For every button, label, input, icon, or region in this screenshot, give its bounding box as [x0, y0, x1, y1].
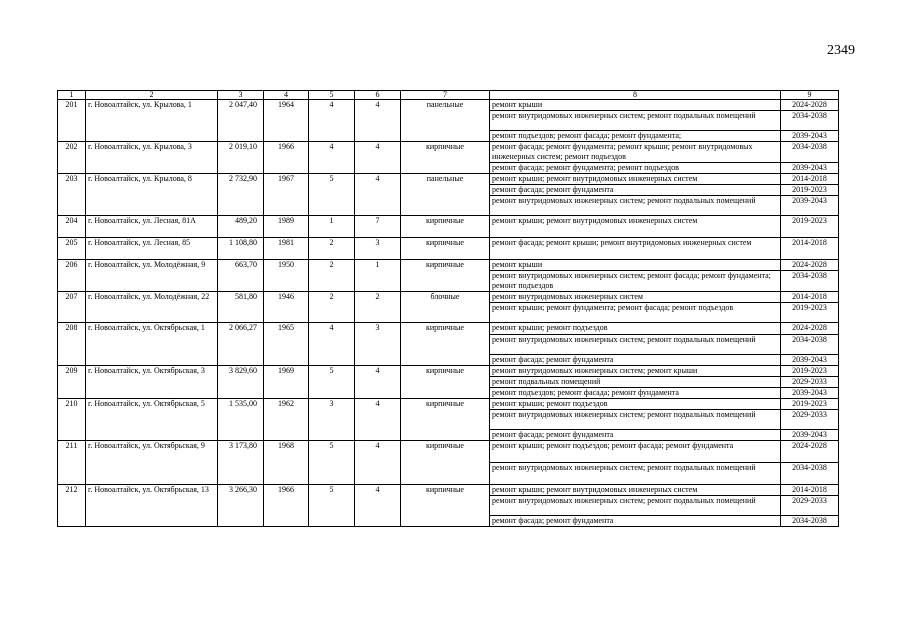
building-number: 204 [58, 216, 86, 238]
column-number: 8 [490, 91, 781, 100]
building-floors: 5 [309, 485, 355, 527]
building-number: 212 [58, 485, 86, 527]
repair-work: ремонт внутридомовых инженерных систем; ремонт фасада; ремонт фундамента; ремонт подъездов [490, 271, 781, 292]
table-row [58, 292, 839, 303]
building-entrances: 4 [355, 100, 401, 142]
building-address: г. Новоалтайск, ул. Октябрьская, 3 [86, 366, 218, 399]
building-area: 489,20 [218, 216, 264, 238]
repair-period: 2019-2023 [781, 216, 839, 238]
table-row [58, 323, 839, 335]
repair-period: 2019-2023 [781, 185, 839, 196]
building-floors: 4 [309, 323, 355, 366]
table-row [58, 238, 839, 260]
column-number: 4 [264, 91, 309, 100]
building-entrances: 4 [355, 399, 401, 441]
repair-work: ремонт подъездов; ремонт фасада; ремонт фундамента [490, 388, 781, 399]
repair-period: 2034-2038 [781, 271, 839, 292]
building-number: 206 [58, 260, 86, 292]
repair-work: ремонт подъездов; ремонт фасада; ремонт фундамента; [490, 131, 781, 142]
table-row [58, 441, 839, 463]
repair-period: 2024-2028 [781, 260, 839, 271]
table-body [58, 100, 839, 527]
building-entrances: 3 [355, 323, 401, 366]
repair-work: ремонт внутридомовых инженерных систем [490, 292, 781, 303]
repair-work: ремонт фасада; ремонт фундамента [490, 516, 781, 527]
building-address: г. Новоалтайск, ул. Крылова, 8 [86, 174, 218, 216]
building-entrances: 4 [355, 142, 401, 174]
building-floors: 5 [309, 441, 355, 485]
building-year: 1965 [264, 323, 309, 366]
wall-material: кирпичные [401, 216, 490, 238]
repair-work: ремонт внутридомовых инженерных систем; ремонт крыши [490, 366, 781, 377]
building-address: г. Новоалтайск, ул. Октябрьская, 9 [86, 441, 218, 485]
repair-work: ремонт крыши; ремонт внутридомовых инженерных систем [490, 216, 781, 238]
building-area: 663,70 [218, 260, 264, 292]
repair-period: 2039-2043 [781, 388, 839, 399]
wall-material: кирпичные [401, 260, 490, 292]
table-row [58, 485, 839, 496]
repair-work: ремонт фасада; ремонт фундамента; ремонт крыши; ремонт внутридомовых инженерных систем; ремонт подъездов [490, 142, 781, 163]
building-number: 207 [58, 292, 86, 323]
column-number: 5 [309, 91, 355, 100]
building-entrances: 4 [355, 485, 401, 527]
repair-period: 2039-2043 [781, 131, 839, 142]
repair-work: ремонт подвальных помещений [490, 377, 781, 388]
wall-material: панельные [401, 100, 490, 142]
building-entrances: 4 [355, 366, 401, 399]
building-floors: 2 [309, 260, 355, 292]
repair-work: ремонт крыши; ремонт подъездов [490, 399, 781, 410]
repair-period: 2019-2023 [781, 366, 839, 377]
wall-material: кирпичные [401, 142, 490, 174]
column-number: 2 [86, 91, 218, 100]
table-row [58, 216, 839, 238]
repair-period: 2034-2038 [781, 111, 839, 131]
building-year: 1969 [264, 366, 309, 399]
repair-work: ремонт внутридомовых инженерных систем; ремонт подвальных помещений [490, 496, 781, 516]
repair-work: ремонт крыши; ремонт внутридомовых инженерных систем [490, 174, 781, 185]
repair-work: ремонт фасада; ремонт фундамента [490, 355, 781, 366]
building-area: 3 829,60 [218, 366, 264, 399]
building-year: 1962 [264, 399, 309, 441]
building-address: г. Новоалтайск, ул. Молодёжная, 22 [86, 292, 218, 323]
repair-work: ремонт фасада; ремонт крыши; ремонт внутридомовых инженерных систем [490, 238, 781, 260]
building-number: 210 [58, 399, 86, 441]
repair-work: ремонт крыши; ремонт подъездов; ремонт фасада; ремонт фундамента [490, 441, 781, 463]
table-row [58, 142, 839, 163]
repair-schedule-table [57, 90, 839, 527]
building-number: 203 [58, 174, 86, 216]
repair-period: 2024-2028 [781, 441, 839, 463]
repair-period: 2034-2038 [781, 335, 839, 355]
building-address: г. Новоалтайск, ул. Октябрьская, 1 [86, 323, 218, 366]
column-number-row [58, 91, 839, 100]
repair-period: 2029-2033 [781, 410, 839, 430]
building-area: 581,80 [218, 292, 264, 323]
table-row [58, 399, 839, 410]
column-number: 7 [401, 91, 490, 100]
building-year: 1946 [264, 292, 309, 323]
wall-material: кирпичные [401, 238, 490, 260]
building-address: г. Новоалтайск, ул. Крылова, 1 [86, 100, 218, 142]
repair-period: 2014-2018 [781, 485, 839, 496]
repair-work: ремонт крыши; ремонт внутридомовых инженерных систем [490, 485, 781, 496]
column-number: 6 [355, 91, 401, 100]
repair-period: 2039-2043 [781, 430, 839, 441]
building-number: 211 [58, 441, 86, 485]
repair-period: 2034-2038 [781, 142, 839, 163]
wall-material: панельные [401, 174, 490, 216]
building-area: 2 066,27 [218, 323, 264, 366]
building-floors: 3 [309, 399, 355, 441]
building-area: 2 047,40 [218, 100, 264, 142]
table-row [58, 100, 839, 111]
building-floors: 5 [309, 174, 355, 216]
repair-work: ремонт фасада; ремонт фундамента [490, 185, 781, 196]
repair-period: 2014-2018 [781, 238, 839, 260]
repair-period: 2029-2033 [781, 377, 839, 388]
building-floors: 2 [309, 238, 355, 260]
repair-work: ремонт внутридомовых инженерных систем; ремонт подвальных помещений [490, 335, 781, 355]
repair-period: 2014-2018 [781, 174, 839, 185]
building-entrances: 4 [355, 174, 401, 216]
column-number: 3 [218, 91, 264, 100]
building-number: 201 [58, 100, 86, 142]
building-address: г. Новоалтайск, ул. Молодёжная, 9 [86, 260, 218, 292]
repair-period: 2014-2018 [781, 292, 839, 303]
repair-work: ремонт внутридомовых инженерных систем; ремонт подвальных помещений [490, 196, 781, 216]
building-year: 1964 [264, 100, 309, 142]
building-address: г. Новоалтайск, ул. Лесная, 85 [86, 238, 218, 260]
building-year: 1967 [264, 174, 309, 216]
building-number: 205 [58, 238, 86, 260]
repair-period: 2034-2038 [781, 463, 839, 485]
repair-period: 2039-2043 [781, 163, 839, 174]
wall-material: кирпичные [401, 399, 490, 441]
building-address: г. Новоалтайск, ул. Октябрьская, 13 [86, 485, 218, 527]
page-number: 2349 [827, 43, 855, 58]
building-entrances: 2 [355, 292, 401, 323]
repair-work: ремонт внутридомовых инженерных систем; ремонт подвальных помещений [490, 111, 781, 131]
building-area: 2 732,90 [218, 174, 264, 216]
wall-material: блочные [401, 292, 490, 323]
building-floors: 5 [309, 366, 355, 399]
building-floors: 1 [309, 216, 355, 238]
building-address: г. Новоалтайск, ул. Октябрьская, 5 [86, 399, 218, 441]
building-area: 1 108,80 [218, 238, 264, 260]
repair-work: ремонт крыши; ремонт подъездов [490, 323, 781, 335]
repair-period: 2039-2043 [781, 355, 839, 366]
column-number: 9 [781, 91, 839, 100]
building-floors: 4 [309, 100, 355, 142]
building-area: 3 173,80 [218, 441, 264, 485]
repair-period: 2024-2028 [781, 323, 839, 335]
building-entrances: 7 [355, 216, 401, 238]
repair-work: ремонт крыши; ремонт фундамента; ремонт фасада; ремонт подъездов [490, 303, 781, 323]
building-year: 1966 [264, 142, 309, 174]
building-year: 1950 [264, 260, 309, 292]
repair-work: ремонт фасада; ремонт фундамента; ремонт подъездов [490, 163, 781, 174]
repair-period: 2019-2023 [781, 303, 839, 323]
building-entrances: 4 [355, 441, 401, 485]
building-floors: 4 [309, 142, 355, 174]
table-row [58, 174, 839, 185]
wall-material: кирпичные [401, 441, 490, 485]
building-year: 1968 [264, 441, 309, 485]
repair-period: 2039-2043 [781, 196, 839, 216]
building-number: 208 [58, 323, 86, 366]
wall-material: кирпичные [401, 323, 490, 366]
building-entrances: 1 [355, 260, 401, 292]
table-row [58, 366, 839, 377]
building-area: 3 266,30 [218, 485, 264, 527]
building-number: 202 [58, 142, 86, 174]
building-area: 1 535,00 [218, 399, 264, 441]
repair-period: 2034-2038 [781, 516, 839, 527]
building-area: 2 019,10 [218, 142, 264, 174]
building-address: г. Новоалтайск, ул. Крылова, 3 [86, 142, 218, 174]
wall-material: кирпичные [401, 485, 490, 527]
building-year: 1989 [264, 216, 309, 238]
building-address: г. Новоалтайск, ул. Лесная, 81А [86, 216, 218, 238]
repair-period: 2029-2033 [781, 496, 839, 516]
repair-work: ремонт крыши [490, 100, 781, 111]
repair-work: ремонт внутридомовых инженерных систем; ремонт подвальных помещений [490, 463, 781, 485]
repair-work: ремонт внутридомовых инженерных систем; ремонт подвальных помещений [490, 410, 781, 430]
repair-work: ремонт фасада; ремонт фундамента [490, 430, 781, 441]
column-number: 1 [58, 91, 86, 100]
building-year: 1981 [264, 238, 309, 260]
building-entrances: 3 [355, 238, 401, 260]
repair-period: 2019-2023 [781, 399, 839, 410]
building-number: 209 [58, 366, 86, 399]
building-year: 1966 [264, 485, 309, 527]
wall-material: кирпичные [401, 366, 490, 399]
building-floors: 2 [309, 292, 355, 323]
repair-work: ремонт крыши [490, 260, 781, 271]
repair-period: 2024-2028 [781, 100, 839, 111]
table-row [58, 260, 839, 271]
